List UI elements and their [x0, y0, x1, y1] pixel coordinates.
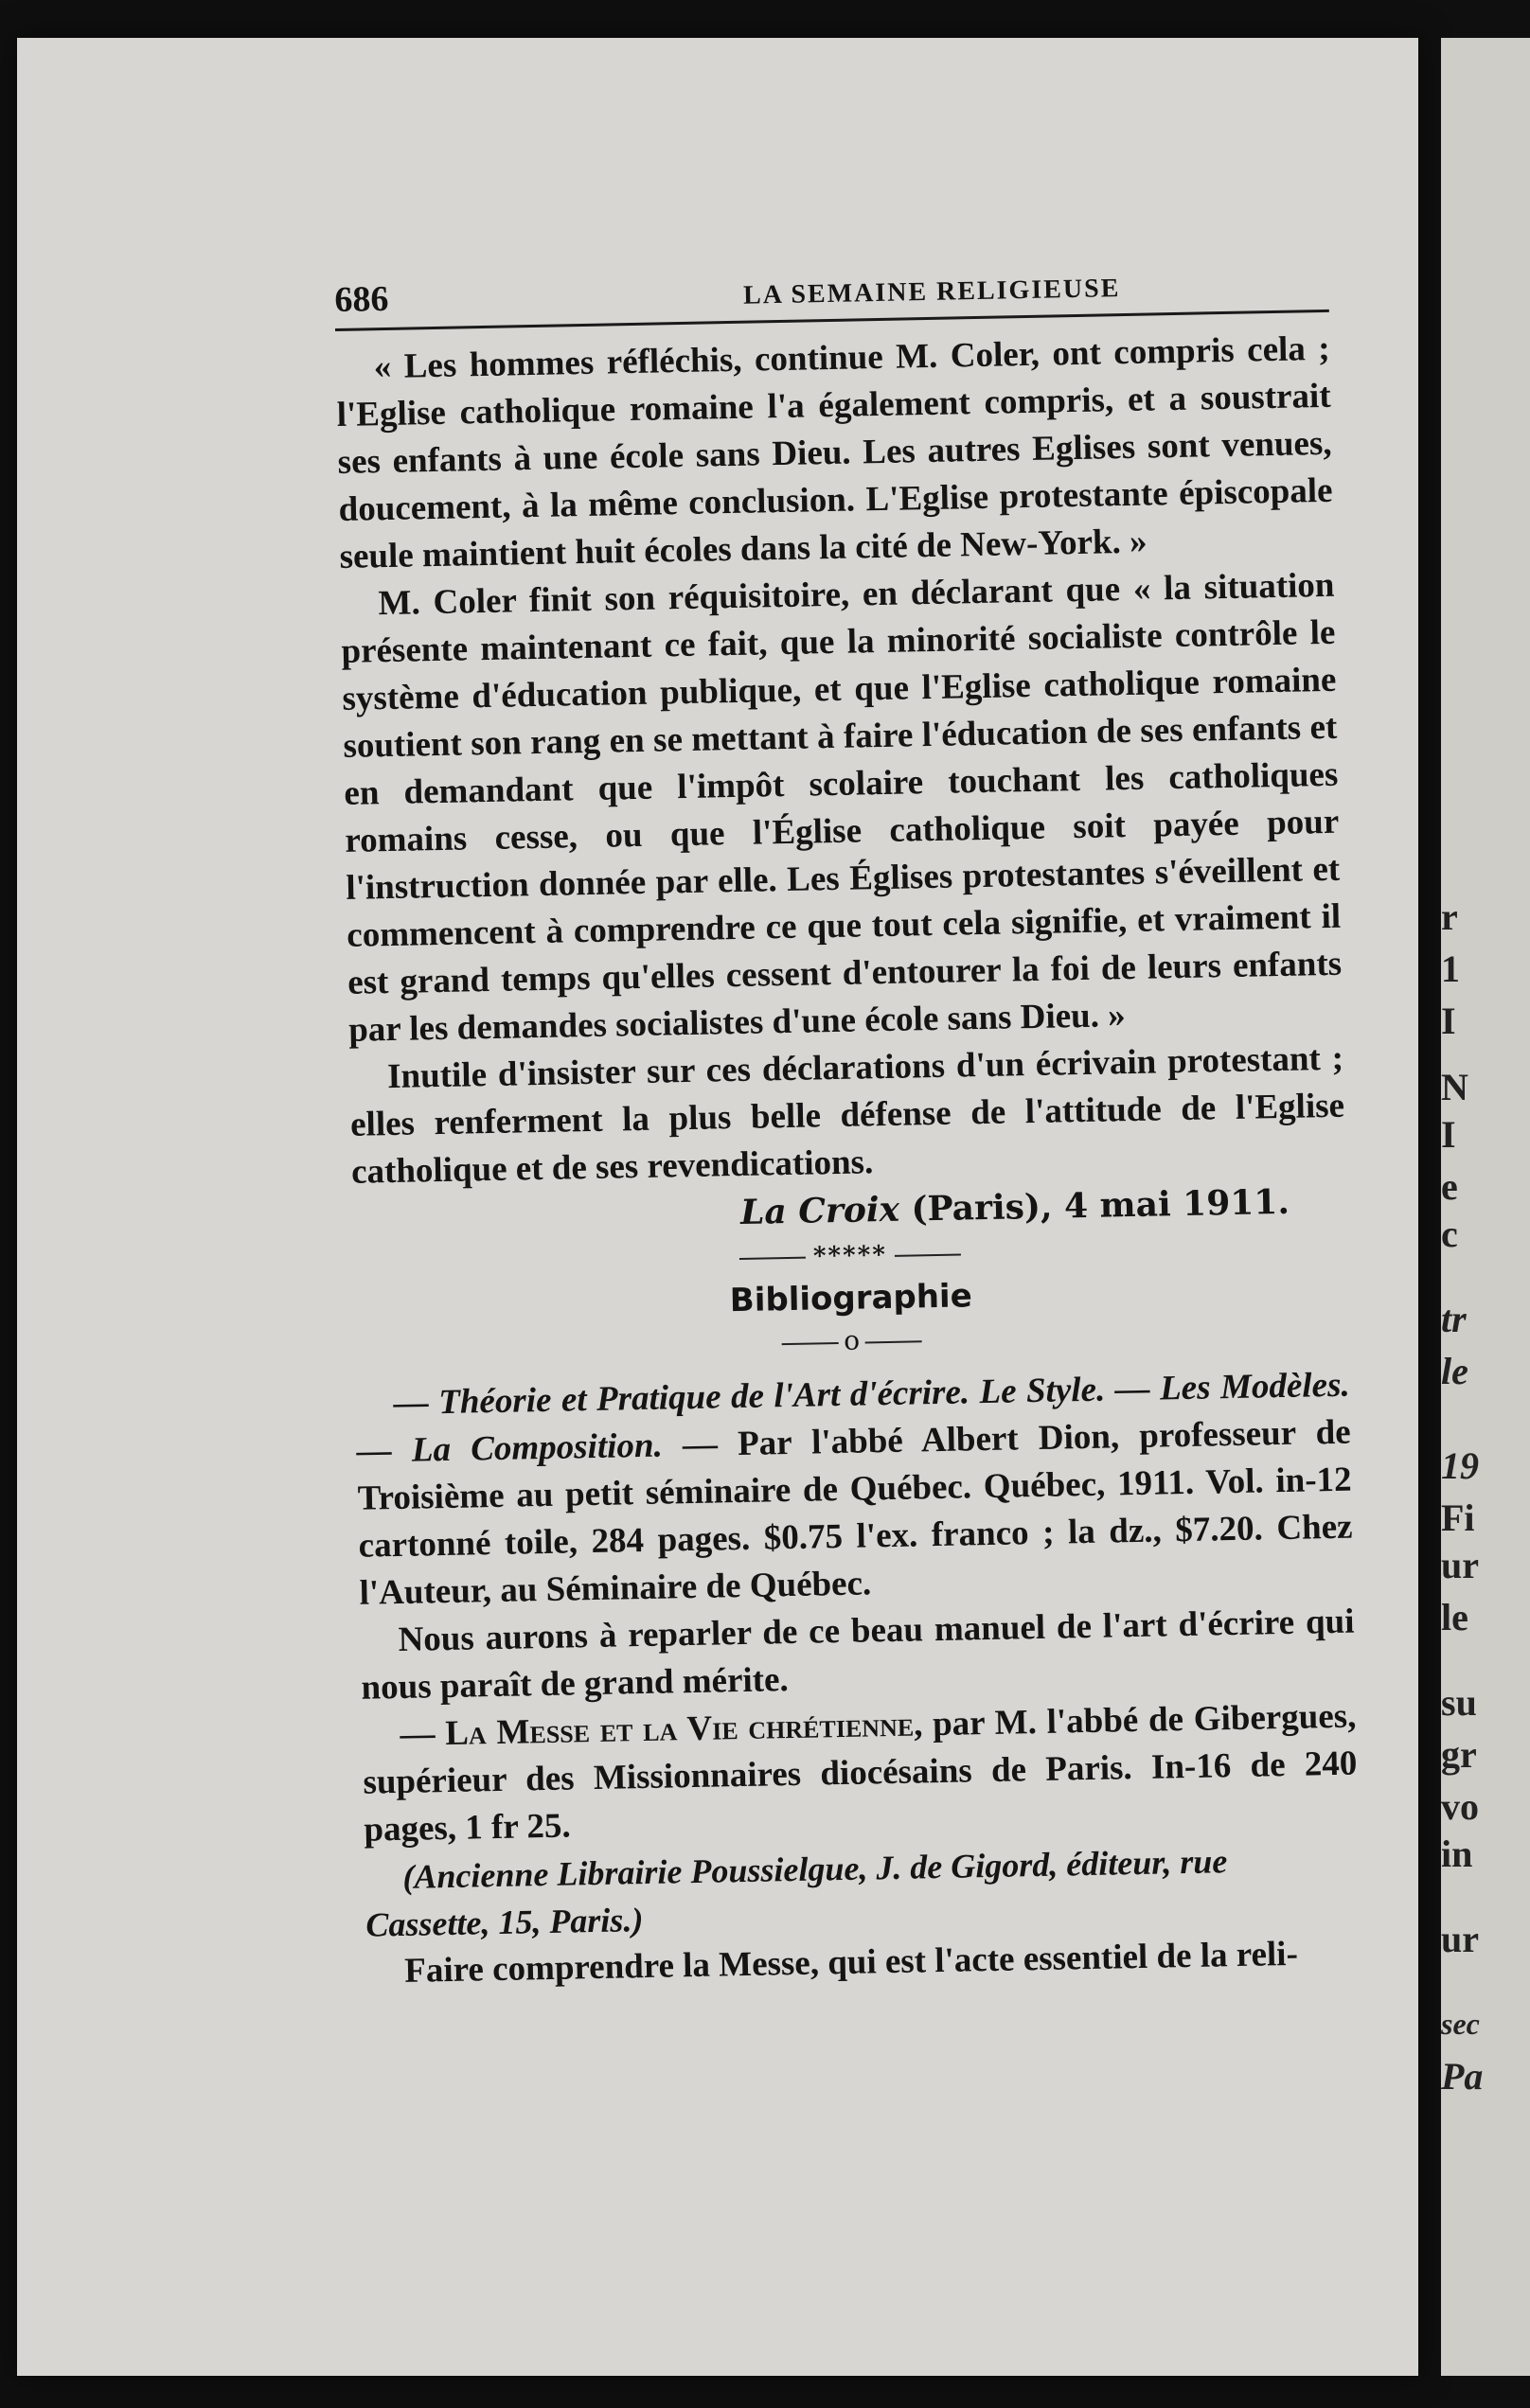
- item2-details: par M. l'abbé de Gibergues, supérieur des Missionnaires diocésains de Paris. In-16 de 240 pages, 1 fr 25.: [363, 1696, 1358, 1850]
- right-fragment: gr: [1441, 1733, 1477, 1776]
- ornament-stars: *****: [812, 1240, 888, 1271]
- right-fragment: I: [1441, 1000, 1456, 1042]
- right-fragment: le: [1441, 1596, 1468, 1638]
- right-fragment: 19: [1441, 1444, 1479, 1487]
- paragraph-3: Inutile d'insister sur ces déclarations d'un écrivain protestant ; elles renferment la plus belle défense de l'attitude de l'Eglise catholique et de ses revendications.: [349, 1038, 1345, 1192]
- right-fragment: Fi: [1441, 1496, 1475, 1539]
- right-fragment: su: [1441, 1681, 1477, 1724]
- right-fragment: in: [1441, 1833, 1473, 1875]
- bibliography-title: Bibliographie: [729, 1277, 973, 1320]
- right-fragment: 1: [1441, 947, 1460, 990]
- source-details: (Paris), 4 mai 1911.: [911, 1181, 1290, 1230]
- item1-details: — Par l'abbé Albert Dion, professeur de Troisième au petit séminaire de Québec. Québec, 1911. Vol. in-12 cartonné toile, 284 pages. $0.75 l'ex. franco ; la dz., $7.20. Chez l'Auteur, au Séminaire de Québec.: [357, 1412, 1353, 1613]
- right-page-edge: [1441, 38, 1530, 2376]
- page-number: 686: [334, 278, 389, 320]
- bibliography-separator: o: [354, 1316, 1348, 1366]
- right-fragment: vo: [1441, 1785, 1479, 1828]
- item1-comment: Nous aurons à reparler de ce beau manuel de l'art d'écrire qui nous paraît de grand mérite.: [361, 1602, 1355, 1708]
- right-fragment: Pa: [1441, 2055, 1484, 2098]
- right-fragment: tr: [1441, 1298, 1467, 1340]
- source-journal: La Croix: [739, 1189, 900, 1232]
- right-fragment: r: [1441, 895, 1458, 938]
- bibliography-item-2: [362, 1693, 1359, 1854]
- item1-title: — Théorie et Pratique de l'Art d'écrire. Le Style. — Les Modèles. — La Composition.: [356, 1365, 1351, 1471]
- paragraph-1: « Les hommes réfléchis, continue M. Coler, ont compris cela ; l'Eglise catholique romaine l'a également compris, et a soustrait ses enfants à une école sans Dieu. Les autres Eglises sont venues, doucement, à la même conclusion. L'Eglise protestante épiscopale seule maintient huit écoles dans la cité de New-York. »: [336, 328, 1333, 576]
- right-fragment: e: [1441, 1165, 1458, 1208]
- item2-comment: Faire comprendre la Messe, qui est l'acte essentiel de la reli-: [403, 1934, 1299, 1991]
- left-page: [17, 38, 1418, 2376]
- running-header: [334, 260, 1329, 331]
- right-fragment: le: [1441, 1350, 1468, 1392]
- item2-publisher: (Ancienne Librairie Poussielgue, J. de Gigord, éditeur, rue Cassette, 15, Paris.): [365, 1842, 1228, 1944]
- paragraph-2: M. Coler finit son réquisitoire, en déclarant que « la situation présente maintenant ce fait, que la minorité socialiste contrôle le système d'éducation publique, et que l'Eglise catholique romaine soutient son rang en se mettant à faire l'éducation de ses enfants et en demandant que l'impôt scolaire touchant les catholiques romains cesse, ou que l'Église catholique soit payée pour l'instruction donnée par elle. Les Églises protestantes s'éveillent et commencent à comprendre ce que tout cela signifie, et vraiment il est grand temps qu'elles cessent d'entourer la foi de leurs enfants par les demandes socialistes d'une école sans Dieu. »: [341, 565, 1343, 1050]
- right-fragment: ur: [1441, 1544, 1479, 1586]
- right-fragment: ur: [1441, 1918, 1479, 1960]
- right-fragment: N: [1441, 1066, 1468, 1108]
- item2-title: — La Messe et la Vie chrétienne,: [400, 1705, 923, 1754]
- running-title: LA SEMAINE RELIGIEUSE: [742, 274, 1121, 310]
- page-content: [334, 260, 1361, 1996]
- right-fragment: I: [1441, 1113, 1456, 1156]
- bibliography-item-1: [355, 1362, 1354, 1618]
- right-fragment: c: [1441, 1213, 1458, 1255]
- right-fragment: sec: [1441, 2007, 1480, 2041]
